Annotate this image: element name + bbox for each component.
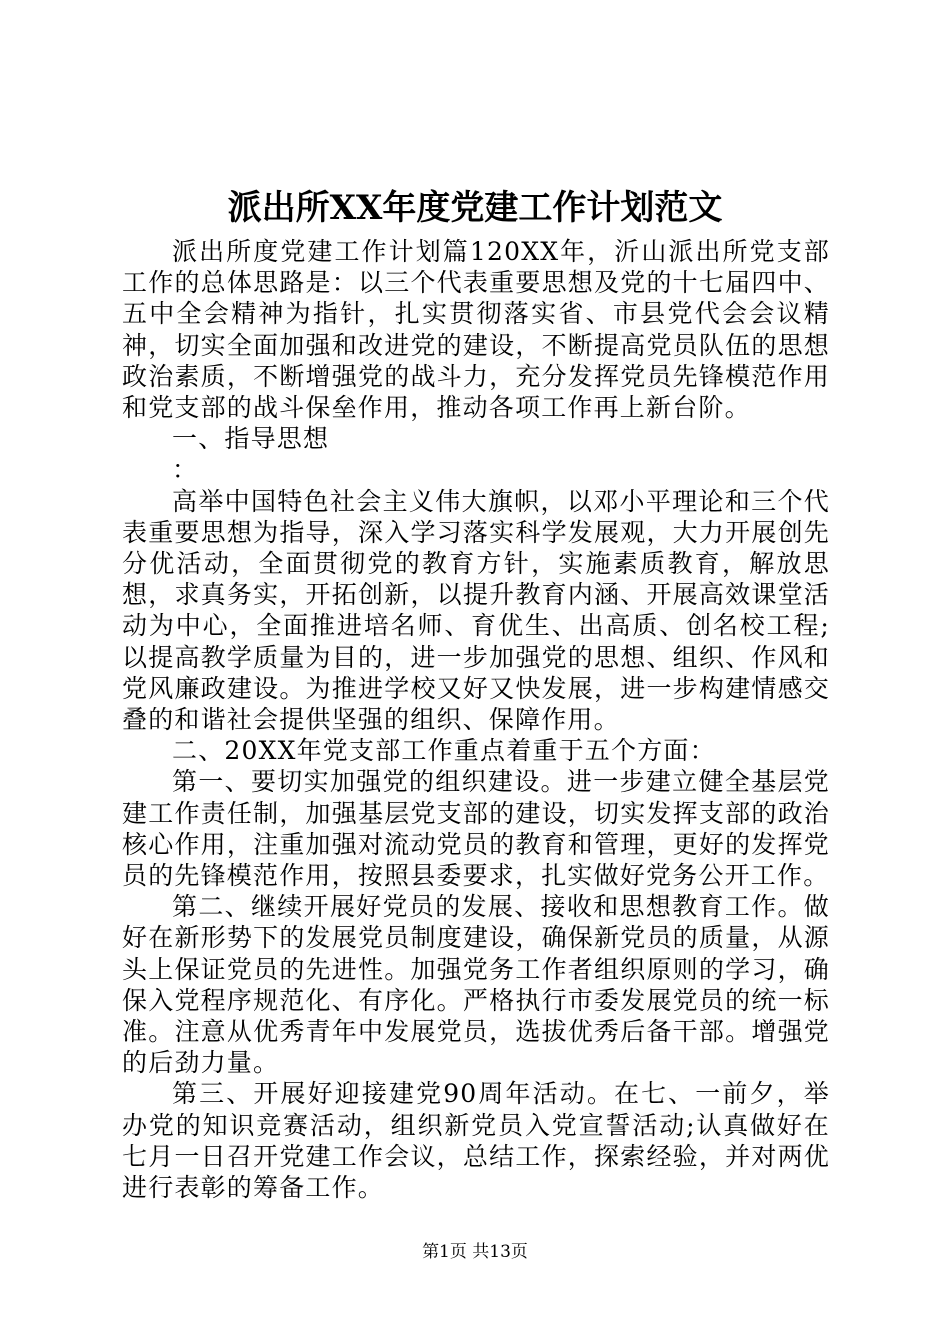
page-footer: 第1页 共13页: [422, 1242, 528, 1262]
paragraph-colon: ：: [172, 455, 199, 485]
section-heading-guiding-thought: 一、指导思想: [172, 424, 330, 454]
paragraph-third-point: 第三、开展好迎接建党90周年活动。在七、一前夕，举办党的知识竞赛活动，组织新党员入党宣誓活动;认真做好在七月一日召开党建工作会议，总结工作，探索经验，并对两优进行表彰的筹备工作。: [122, 1079, 830, 1203]
document-title: 派出所XX年度党建工作计划范文: [227, 188, 723, 228]
paragraph-intro: 派出所度党建工作计划篇120XX年，沂山派出所党支部工作的总体思路是：以三个代表重要思想及党的十七届四中、五中全会精神为指针，扎实贯彻落实省、市县党代会会议精神，切实全面加强和改进党的建设，不断提高党员队伍的思想政治素质，不断增强党的战斗力，充分发挥党员先锋模范作用和党支部的战斗保垒作用，推动各项工作再上新台阶。: [122, 237, 830, 423]
paragraph-first-point: 第一、要切实加强党的组织建设。进一步建立健全基层党建工作责任制，加强基层党支部的建设，切实发挥支部的政治核心作用，注重加强对流动党员的教育和管理，更好的发挥党员的先锋模范作用，按照县委要求，扎实做好党务公开工作。: [122, 767, 830, 891]
section-heading-work-focus: 二、20XX年党支部工作重点着重于五个方面：: [172, 736, 716, 766]
paragraph-guiding-thought: 高举中国特色社会主义伟大旗帜，以邓小平理论和三个代表重要思想为指导，深入学习落实科学发展观，大力开展创先分优活动，全面贯彻党的教育方针，实施素质教育，解放思想，求真务实，开拓创新，以提升教育内涵、开展高效课堂活动为中心，全面推进培名师、育优生、出高质、创名校工程;以提高教学质量为目的，进一步加强党的思想、组织、作风和党风廉政建设。为推进学校又好又快发展，进一步构建情感交叠的和谐社会提供坚强的组织、保障作用。: [122, 486, 830, 735]
document-body: [122, 236, 830, 1203]
paragraph-second-point: 第二、继续开展好党员的发展、接收和思想教育工作。做好在新形势下的发展党员制度建设，确保新党员的质量，从源头上保证党员的先进性。加强党务工作者组织原则的学习，确保入党程序规范化、有序化。严格执行市委发展党员的统一标准。注意从优秀青年中发展党员，选拔优秀后备干部。增强党的后劲力量。: [122, 892, 830, 1078]
